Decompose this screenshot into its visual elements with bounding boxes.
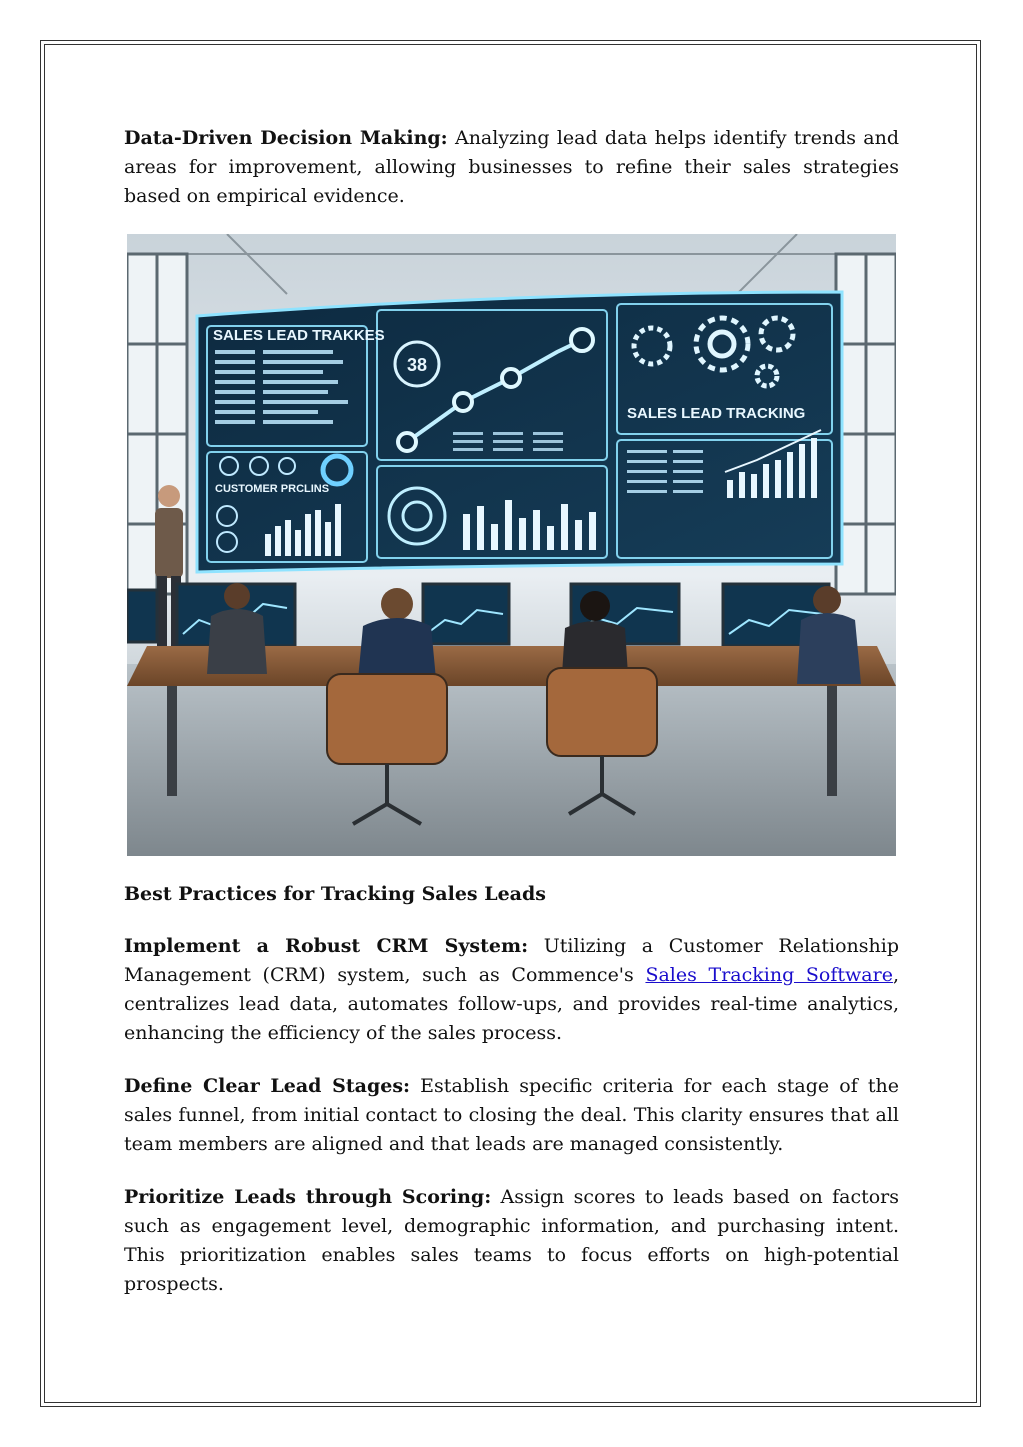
- text-scoring: Assign scores to leads based on factors such as engagement level, demographic information, and purchasing intent. This prioritization enables sales teams to focus efforts on high-potential prospects.: [124, 1186, 899, 1295]
- panel-counter: 38: [406, 355, 428, 375]
- section-data-driven: [124, 124, 899, 211]
- panel-left-title: SALES LEAD TRAKKES: [213, 327, 385, 344]
- section-lead-stages: [124, 1072, 899, 1159]
- lead-lead-stages: Define Clear Lead Stages:: [124, 1075, 411, 1097]
- text-crm-after: , centralizes lead data, automates follow-ups, and provides real-time analytics, enhancing the efficiency of the sales process.: [124, 964, 899, 1044]
- best-practices-heading: Best Practices for Tracking Sales Leads: [124, 883, 546, 905]
- paragraph-lead-stages: [124, 1072, 899, 1159]
- sales-lead-tracking-illustration: [127, 234, 896, 856]
- lead-crm: Implement a Robust CRM System:: [124, 935, 529, 957]
- section-heading: [124, 880, 899, 909]
- paragraph-crm: [124, 932, 899, 1048]
- panel-right-title: SALES LEAD TRACKING: [627, 405, 806, 422]
- paragraph-data-driven: [124, 124, 899, 211]
- text-crm-before: Utilizing a Customer Relationship Management (CRM) system, such as Commence's: [124, 935, 899, 986]
- lead-data-driven: Data-Driven Decision Making:: [124, 127, 448, 149]
- lead-scoring: Prioritize Leads through Scoring:: [124, 1186, 492, 1208]
- paragraph-scoring: [124, 1183, 899, 1299]
- sales-tracking-software-link[interactable]: Sales Tracking Software: [645, 964, 893, 986]
- section-crm: [124, 932, 899, 1048]
- text-data-driven: Analyzing lead data helps identify trends and areas for improvement, allowing businesses to refine their sales strategies based on empirical evidence.: [124, 127, 899, 207]
- panel-left-subtitle: CUSTOMER PRCLINS: [215, 483, 330, 495]
- text-lead-stages: Establish specific criteria for each stage of the sales funnel, from initial contact to closing the deal. This clarity ensures that all team members are aligned and that leads are managed consistently.: [124, 1075, 899, 1155]
- section-scoring: [124, 1183, 899, 1299]
